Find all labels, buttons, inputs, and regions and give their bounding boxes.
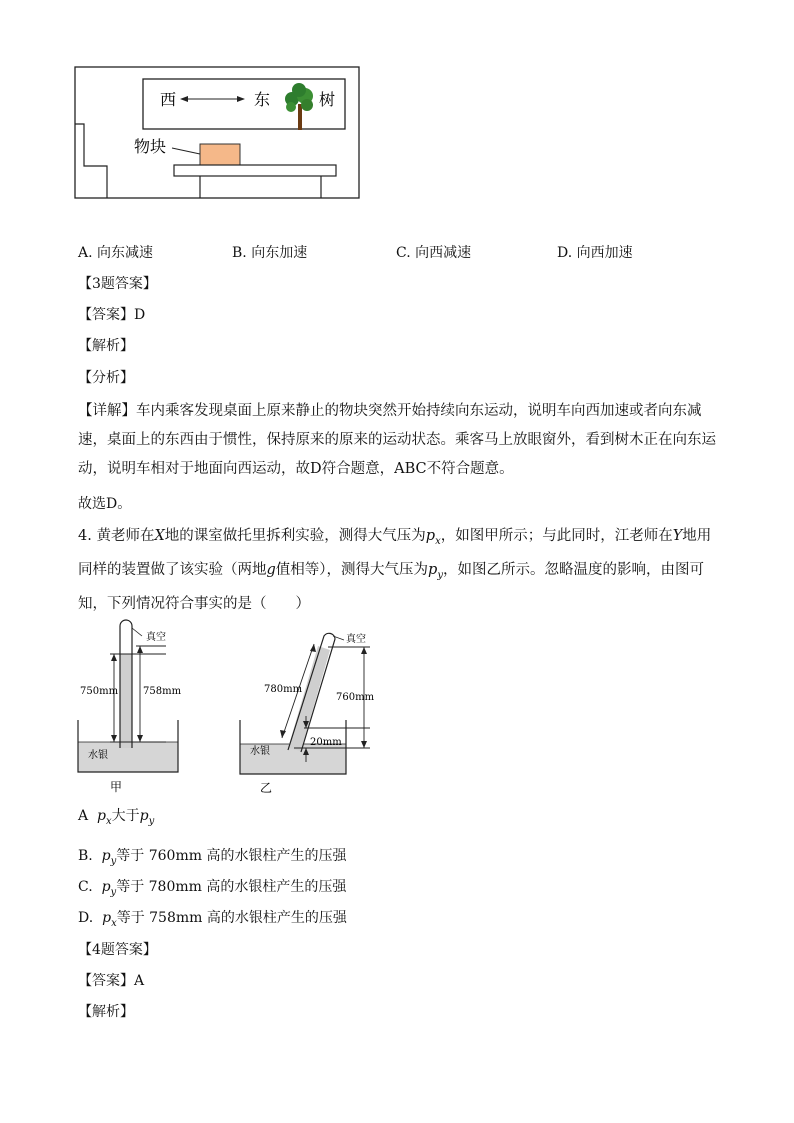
jia-mercury: 水银 xyxy=(88,750,108,761)
yi-vacuum: 真空 xyxy=(346,634,366,645)
q3-detail: 【详解】车内乘客发现桌面上原来静止的物块突然开始持续向东运动，说明车向西加速或者向东减速，桌面上的东西由于惯性，保持原来的原来的运动状态。乘客马上放眼窗外，看到树木正在向东运动，说明车相对于地面向西运动，故D符合题意，ABC不符合题意。 xyxy=(78,403,716,477)
label-block: 物块 xyxy=(134,137,167,156)
option-4d: D. $p_x$等于 758mm 高的水银柱产生的压强 xyxy=(78,910,347,929)
q4-answer-header: 【4题答案】 xyxy=(78,942,157,958)
option-4b: B. $p_y$等于 760mm 高的水银柱产生的压强 xyxy=(78,848,347,867)
yi-mercury: 水银 xyxy=(250,746,270,757)
yi-caption: 乙 xyxy=(260,781,273,795)
option-3b: B. 向东加速 xyxy=(232,245,308,261)
jia-caption: 甲 xyxy=(110,780,123,794)
option-3c: C. 向西减速 xyxy=(396,245,472,261)
q4-jiexi: 【解析】 xyxy=(78,1004,134,1020)
jia-758: 758mm xyxy=(143,686,182,697)
yi-20: 20mm xyxy=(310,737,342,748)
yi-760: 760mm xyxy=(336,692,375,703)
yi-780: 780mm xyxy=(264,684,303,695)
option-4c: C. $p_y$等于 780mm 高的水银柱产生的压强 xyxy=(78,879,347,898)
jia-vacuum: 真空 xyxy=(146,632,166,643)
figure-jia xyxy=(70,616,190,798)
car-window-figure xyxy=(74,66,364,202)
q3-jiexi: 【解析】 xyxy=(78,338,134,354)
q3-answer: 【答案】D xyxy=(78,307,146,323)
block xyxy=(200,144,240,165)
q4-question: 4. 黄老师在X地的课室做托里拆利实验，测得大气压为$p_x$，如图甲所示；与此同时，江老师在Y地用同样的装置做了该实验（两地g值相等），测得大气压为$p_y$，如图乙所示。忽略温度的影响，由图可知，下列情况符合事实的是（ ） xyxy=(78,528,712,612)
option-3d: D. 向西加速 xyxy=(557,245,633,261)
tree-icon xyxy=(285,83,313,130)
label-west: 西 xyxy=(160,90,177,109)
q3-conclusion: 故选D。 xyxy=(78,496,132,512)
q3-fenxi: 【分析】 xyxy=(78,370,134,386)
label-east: 东 xyxy=(254,90,271,109)
option-4a: A $p_x$大于$p_y$ xyxy=(78,808,155,827)
figure-yi xyxy=(234,620,390,800)
q3-answer-header: 【3题答案】 xyxy=(78,276,157,292)
option-3a: A. 向东减速 xyxy=(78,245,154,261)
jia-750: 750mm xyxy=(80,686,119,697)
label-tree: 树 xyxy=(319,90,336,109)
q4-answer: 【答案】A xyxy=(78,973,145,989)
